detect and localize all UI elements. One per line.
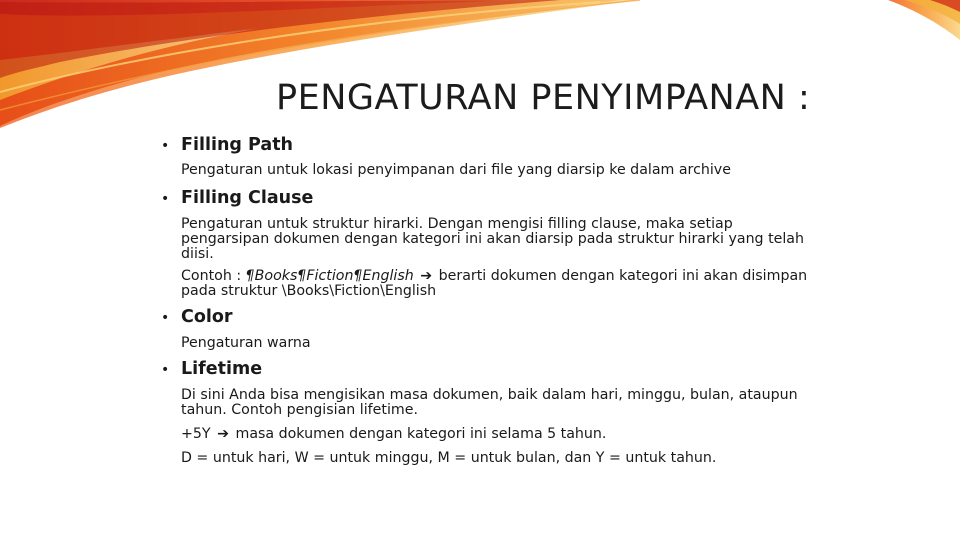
bullet-icon: • xyxy=(161,138,170,154)
example-line xyxy=(181,269,821,299)
section-heading xyxy=(161,358,821,380)
heading-text: Filling Clause xyxy=(181,188,314,208)
heading-text: Lifetime xyxy=(181,359,263,379)
example-text xyxy=(181,269,821,299)
section-color xyxy=(161,306,821,351)
heading-text: Color xyxy=(181,307,233,327)
example-suffix: berarti dokumen dengan kategori ini akan disimpan pada struktur \Books\Fiction\English xyxy=(181,268,808,299)
example-line xyxy=(181,427,821,442)
description-text: Pengaturan untuk struktur hirarki. Dengan mengisi filling clause, maka setiap pengarsipan dokumen dengan kategori ini akan diarsip pada struktur hirarki yang telah diisi. xyxy=(181,216,804,262)
arrow-right-icon: ➔ xyxy=(420,268,433,284)
decorative-swoosh xyxy=(0,0,960,140)
section-filling-clause xyxy=(161,187,821,299)
section-lifetime xyxy=(161,358,821,466)
section-heading xyxy=(161,134,821,156)
example-path: ¶Books¶Fiction¶English xyxy=(245,268,414,284)
bullet-icon: • xyxy=(161,362,170,378)
arrow-right-icon: ➔ xyxy=(217,426,229,442)
section-heading xyxy=(161,306,821,328)
content-list xyxy=(161,134,821,466)
section-description xyxy=(181,217,821,262)
bullet-icon: • xyxy=(161,191,170,207)
section-description xyxy=(181,336,821,351)
example-prefix: Contoh : xyxy=(181,268,246,284)
section-description xyxy=(181,388,821,418)
page-title: PENGATURAN PENYIMPANAN : xyxy=(276,78,811,118)
section-heading xyxy=(161,187,821,209)
example-suffix: masa dokumen dengan kategori ini selama 5 tahun. xyxy=(231,426,607,442)
description-text: Di sini Anda bisa mengisikan masa dokumen, baik dalam hari, minggu, bulan, ataupun tahun. Contoh pengisian lifetime. xyxy=(181,387,798,418)
example-prefix: +5Y xyxy=(181,426,211,442)
bullet-icon: • xyxy=(161,310,170,326)
legend-text: D = untuk hari, W = untuk minggu, M = untuk bulan, dan Y = untuk tahun. xyxy=(181,450,717,466)
section-filling-path xyxy=(161,134,821,178)
description-text: Pengaturan warna xyxy=(181,335,311,351)
legend-line xyxy=(181,451,821,466)
example-text xyxy=(181,427,821,442)
heading-text: Filling Path xyxy=(181,135,294,155)
section-description xyxy=(181,163,821,178)
description-text: Pengaturan untuk lokasi penyimpanan dari file yang diarsip ke dalam archive xyxy=(181,162,731,178)
